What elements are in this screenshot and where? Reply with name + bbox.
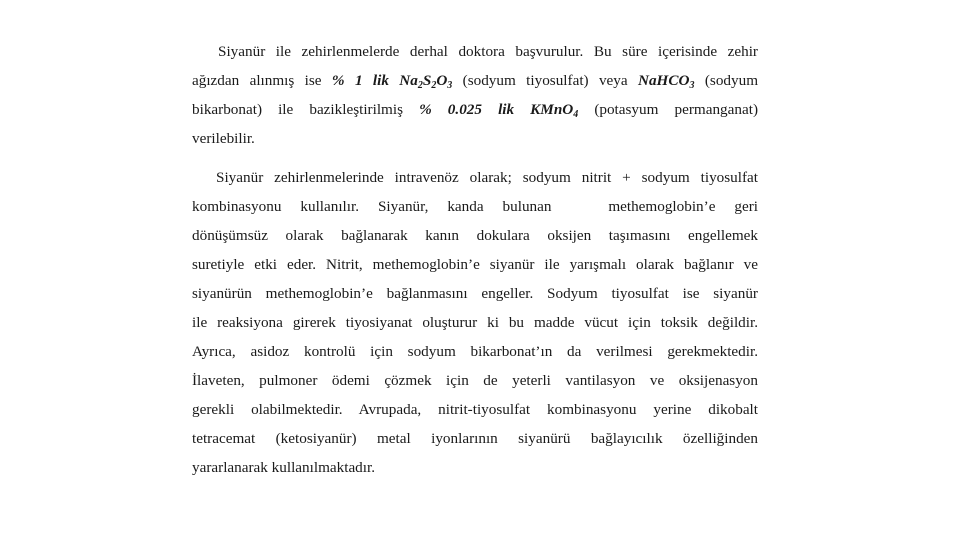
paragraph-cyanide-first-aid [192, 37, 758, 153]
formula-subscript: 3 [689, 80, 695, 91]
text-run: (potasyum permanganat) [578, 101, 759, 118]
paragraph-line: suretiyle etki eder. Nitrit, methemoglobin’e siyanür ile yarışmalı olarak bağlanır ve [192, 256, 758, 273]
formula-text: % 0.025 lik KMnO [419, 101, 574, 118]
paragraph-line: kombinasyonu kullanılır. Siyanür, kanda bulunan methemoglobin’e geri [192, 198, 758, 215]
chemical-formula-sodium-bicarbonate [638, 72, 694, 89]
paragraph-line: ile reaksiyona girerek tiyosiyanat oluşturur ki bu madde vücut için toksik değildir. [192, 314, 758, 331]
formula-subscript: 4 [573, 109, 579, 120]
formula-text: S [422, 72, 432, 89]
chemical-formula-sodium-thiosulfate [332, 72, 452, 89]
paragraph-cyanide-treatment [192, 163, 758, 482]
text-run: (sodyum [694, 72, 759, 89]
formula-subscript: 2 [417, 80, 423, 91]
paragraph-line: siyanürün methemoglobin’e bağlanmasını engeller. Sodyum tiyosulfat ise siyanür [192, 285, 758, 302]
paragraph-line: Siyanür zehirlenmelerinde intravenöz olarak; sodyum nitrit + sodyum tiyosulfat [216, 169, 758, 186]
formula-text: O [436, 72, 448, 89]
text-run: ağızdan alınmış ise [192, 72, 332, 89]
formula-text: NaHCO [638, 72, 690, 89]
paragraph-line: tetracemat (ketosiyanür) metal iyonlarının siyanürü bağlayıcılık özelliğinden [192, 430, 758, 447]
paragraph-line: gerekli olabilmektedir. Avrupada, nitrit-tiyosulfat kombinasyonu yerine dikobalt [192, 401, 758, 418]
paragraph-line: dönüşümsüz olarak bağlanarak kanın dokulara oksijen taşımasını engellemek [192, 227, 758, 244]
formula-subscript: 2 [431, 80, 437, 91]
paragraph-line: Siyanür ile zehirlenmelerde derhal doktora başvurulur. Bu süre içerisinde zehir [218, 43, 758, 60]
chemical-formula-potassium-permanganate [419, 101, 578, 118]
text-run: bikarbonat) ile bazikleştirilmiş [192, 101, 420, 118]
text-run: (sodyum tiyosulfat) veya [452, 72, 638, 89]
formula-subscript: 3 [447, 80, 453, 91]
paragraph-line: verilebilir. [192, 130, 255, 147]
paragraph-line: İlaveten, pulmoner ödemi çözmek için de yeterli vantilasyon ve oksijenasyon [192, 372, 758, 389]
paragraph-line [192, 66, 758, 95]
paragraph-line: Ayrıca, asidoz kontrolü için sodyum bikarbonat’ın da verilmesi gerekmektedir. [192, 343, 758, 360]
formula-text: % 1 lik Na [331, 72, 418, 89]
paragraph-line: yararlanarak kullanılmaktadır. [192, 459, 376, 476]
paragraph-line [192, 95, 758, 124]
